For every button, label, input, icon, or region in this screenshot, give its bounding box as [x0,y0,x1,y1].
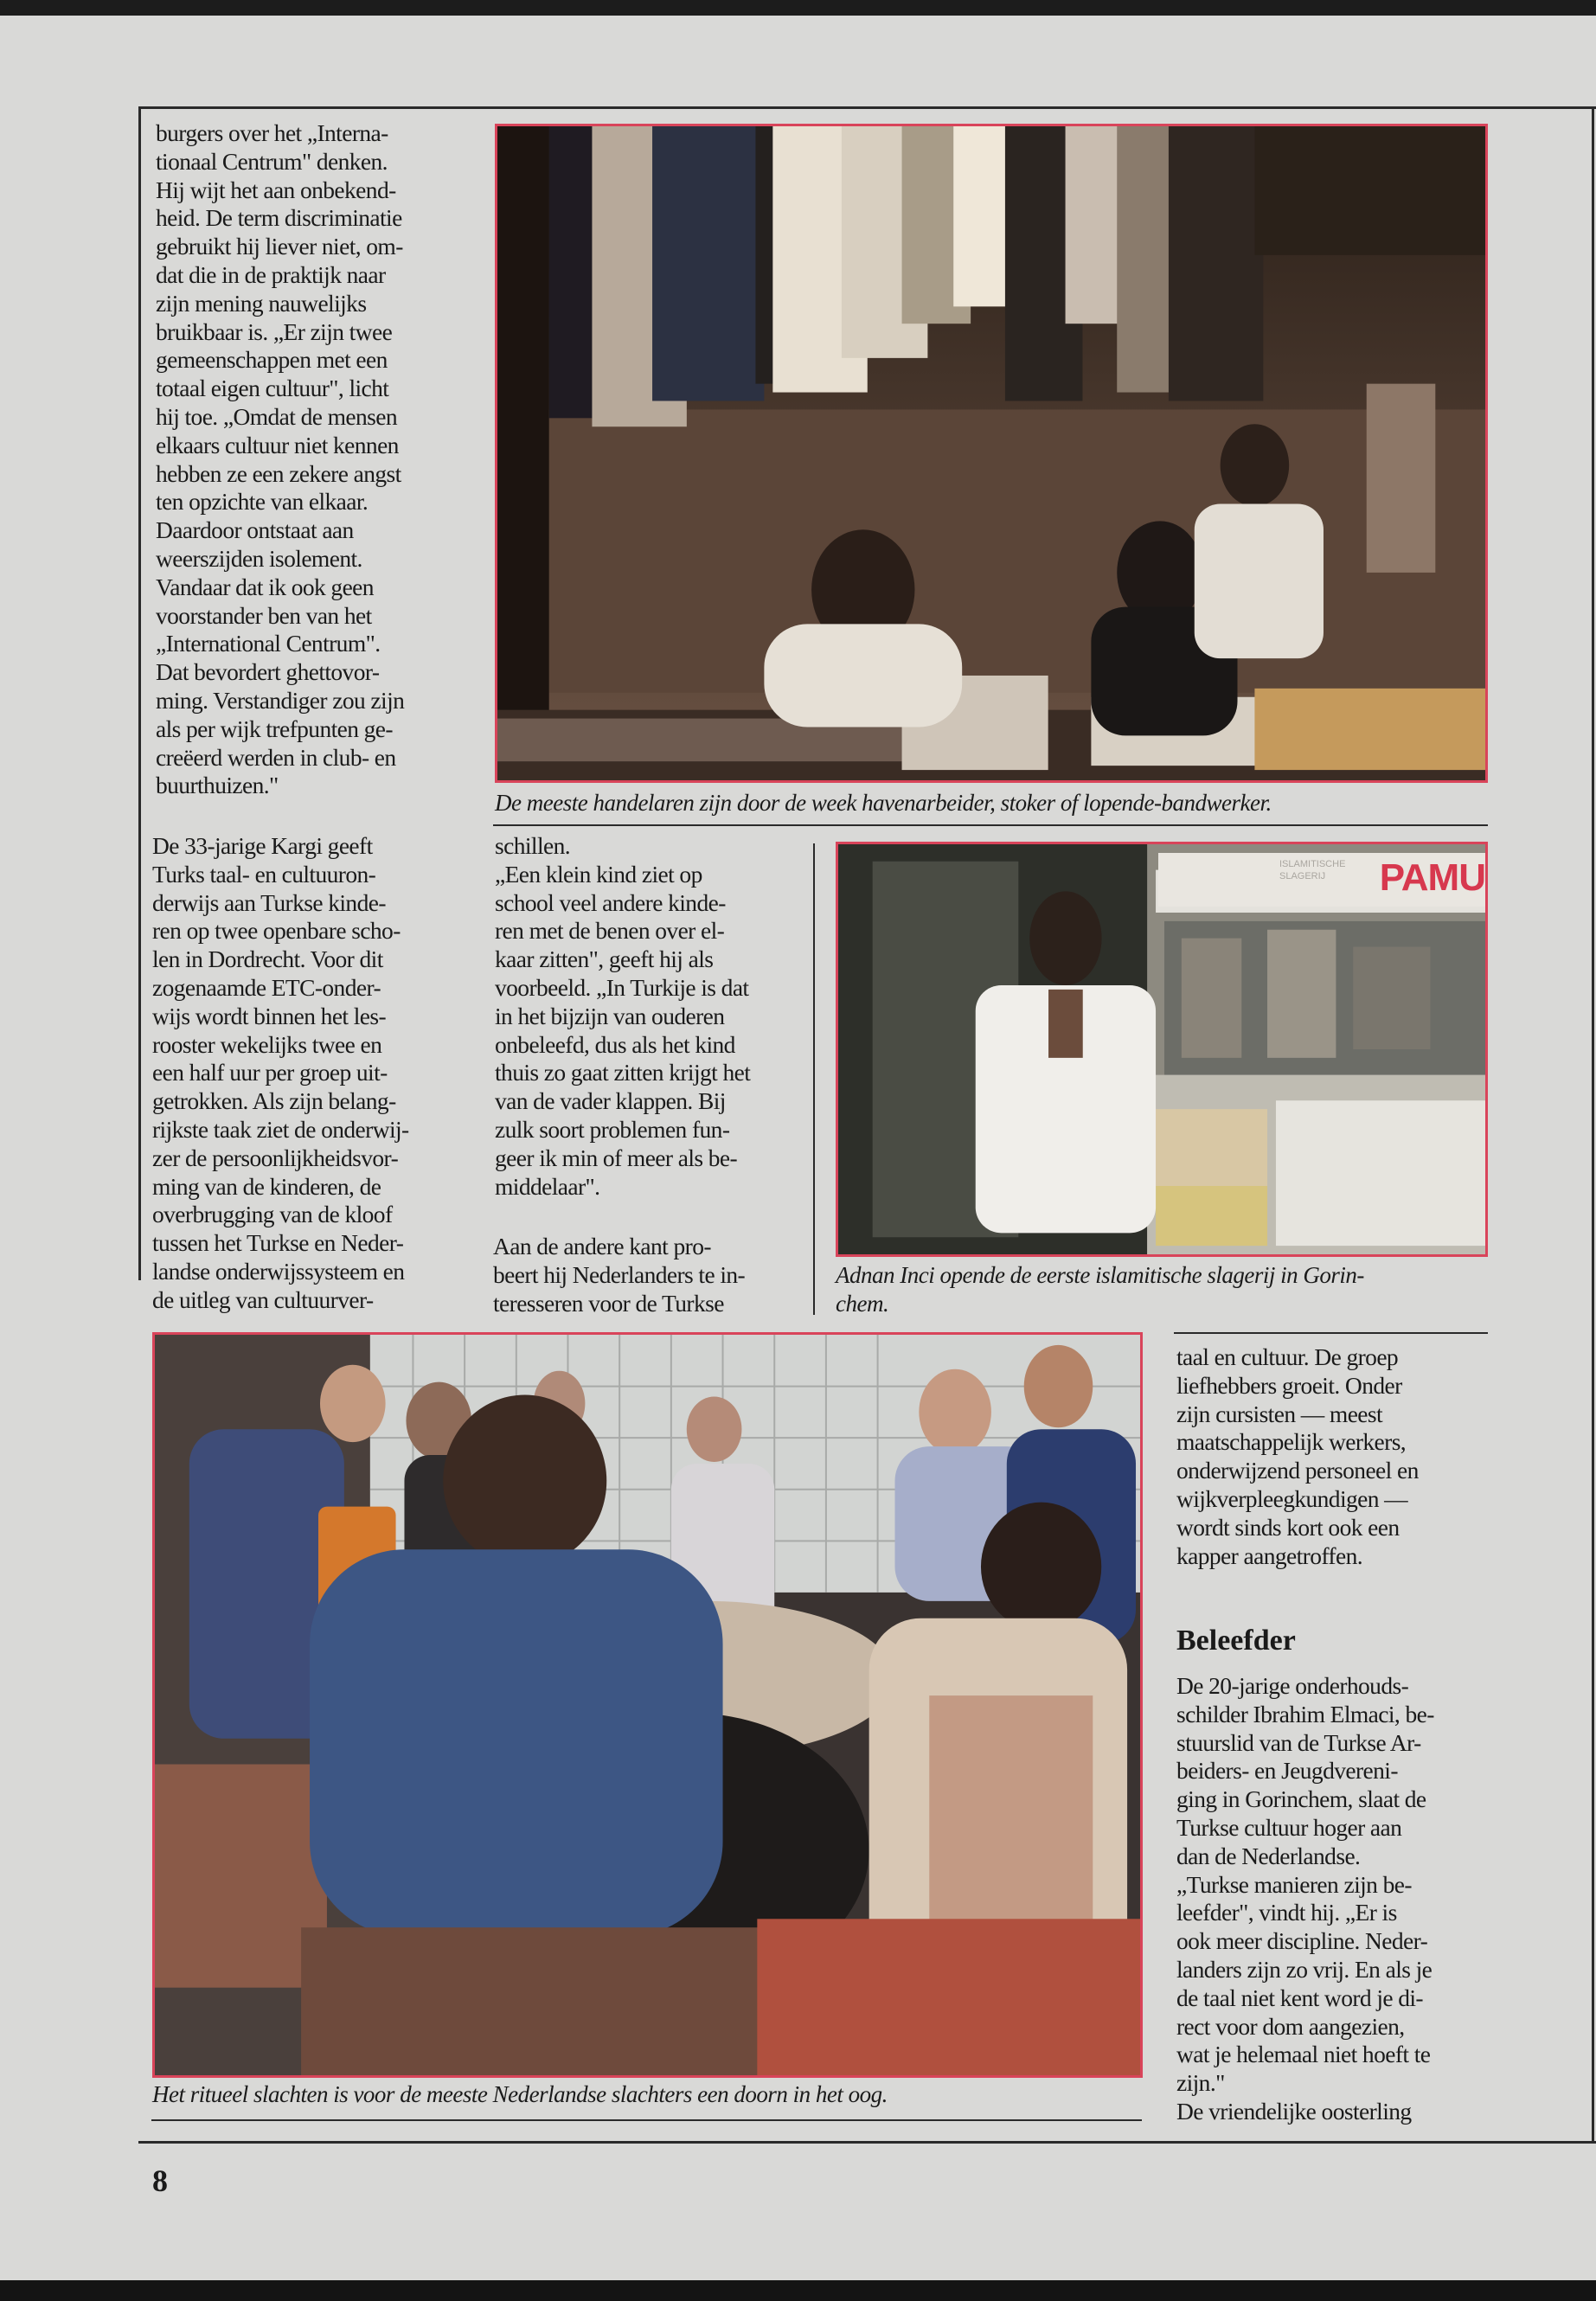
shop-sign-small-text: ISLAMITISCHE SLAGERIJ [1279,859,1346,881]
article-column-middle-p2: Aan de andere kant pro- beert hij Nederlanders te in- teresseren voor de Turkse [493,1233,746,1317]
bottom-scan-edge [0,2280,1596,2301]
top-rule [138,106,1596,109]
left-frame-rule [138,106,141,1280]
photo-butcher-shop [836,842,1488,1257]
right-column-top-rule [1174,1332,1488,1334]
caption-slaughter: Het ritueel slachten is voor de meeste Nederlandse slachters een doorn in het oog. [152,2081,888,2107]
article-column-right-p1: taal en cultuur. De groep liefhebbers groeit. Onder zijn cursisten — meest maatschappelijk werkers, onderwijzend personeel en wijkverpleegkundigen — wordt sinds kort ook een kapper aangetroffen. [1176,1343,1419,1569]
right-edge-rule [1592,109,1594,2142]
market-caption-rule [493,824,1488,826]
bottom-rule [138,2141,1596,2144]
slaughter-illustration [155,1335,1140,2075]
market-stall-illustration [497,126,1485,780]
photo-ritual-slaughter [152,1332,1143,2078]
section-heading-beleefder: Beleefder [1176,1625,1296,1657]
page-number: 8 [152,2163,168,2198]
article-column-left-bottom: De 33-jarige Kargi geeft Turks taal- en cultuuron- derwijs aan Turkse kinde- ren op twee openbare scho- len in Dordrecht. Voor dit zogenaamde ETC-onder- wijs wordt binnen het les- rooster wekelijks twee en een half uur per groep uit- getrokken. Als zijn belang- rijkste taak ziet de onderwij- zer de persoonlijkheidsvor- ming van de kinderen, de overbrugging van de kloof tussen het Turkse en Neder- landse onderwijssysteem en de uitleg van cultuurver- [152,832,409,1313]
photo-market-stall [495,124,1488,783]
slaughter-caption-rule [151,2119,1142,2121]
caption-market: De meeste handelaren zijn door de week havenarbeider, stoker of lopende-bandwerker. [495,790,1272,816]
article-column-middle-p1: schillen. „Een klein kind ziet op school veel andere kinde- ren met de benen over el- kaar zitten", geeft hij als voorbeeld. „In Turkije is dat in het bijzijn van ouderen onbeleefd, dus als het kind thuis zo gaat zitten krijgt het van de vader klappen. Bij zulk soort problemen fun- geer ik min of meer als be- middelaar". [495,832,751,1200]
shop-sign [1158,853,1488,907]
middle-column-rule [813,843,815,1315]
top-scan-edge [0,0,1596,16]
caption-butcher: Adnan Inci opende de eerste islamitische slagerij in Gorin- chem. [836,1262,1364,1317]
shop-sign-text: PAMU [1379,856,1485,899]
article-column-left-top: burgers over het „Interna- tionaal Centrum" denken. Hij wijt het aan onbekend- heid. De term discriminatie gebruikt hij liever niet, om- dat die in de praktijk naar zijn mening nauwelijks bruikbaar is. „Er zijn twee gemeenschappen met een totaal eigen cultuur", licht hij toe. „Omdat de mensen elkaars cultuur niet kennen hebben ze een zekere angst ten opzichte van elkaar. Daardoor ontstaat aan weerszijden isolement. Vandaar dat ik ook geen voorstander ben van het „International Centrum". Dat bevordert ghettovor- ming. Verstandiger zou zijn als per wijk trefpunten ge- creëerd werden in club- en buurthuizen." [156,119,405,799]
article-column-right-p2: De 20-jarige onderhouds- schilder Ibrahim Elmaci, be- stuurslid van de Turkse Ar- beiders- en Jeugdvereni- ging in Gorinchem, slaat de Turkse cultuur hoger aan dan de Nederlandse. „Turkse manieren zijn be- leefder", vindt hij. „Er is ook meer discipline. Neder- landers zijn zo vrij. En als je de taal niet kent word je di- rect voor dom aangezien, wat je helemaal niet hoeft te zijn." De vriendelijke oosterling [1176,1672,1434,2125]
